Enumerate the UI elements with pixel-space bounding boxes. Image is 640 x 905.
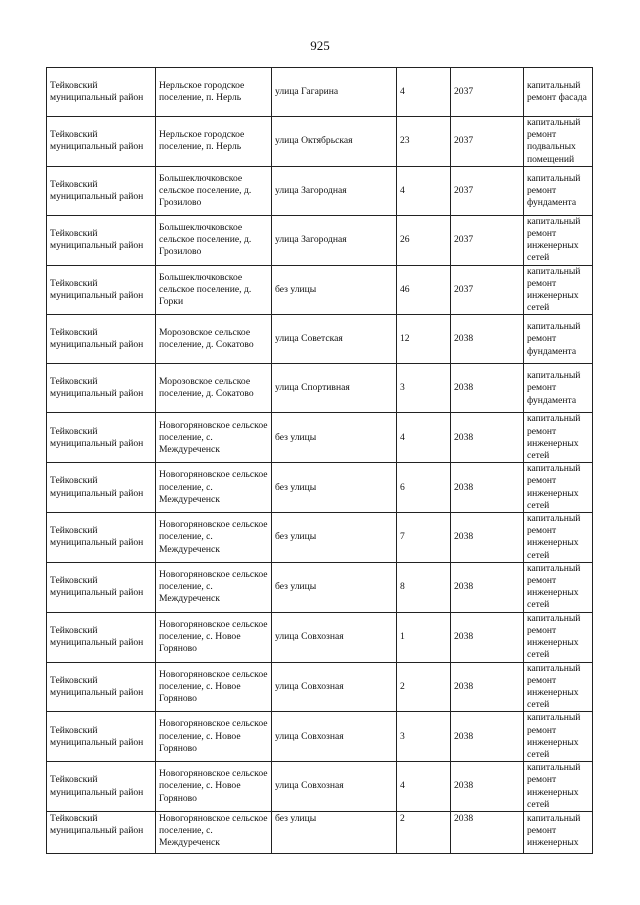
street-cell: без улицы — [272, 811, 397, 853]
street-cell: улица Советская — [272, 315, 397, 364]
house-number-cell: 26 — [397, 215, 451, 265]
street-cell: улица Гагарина — [272, 68, 397, 117]
district-cell: Тейковский муниципальный район — [47, 513, 156, 563]
settlement-cell: Новогоряновское сельское поселение, с. Междуреченск — [156, 811, 272, 853]
settlement-cell: Новогоряновское сельское поселение, с. Междуреченск — [156, 413, 272, 463]
work-type-cell: капитальный ремонт фундамента — [524, 166, 593, 215]
year-cell: 2038 — [451, 562, 524, 612]
year-cell: 2038 — [451, 364, 524, 413]
settlement-cell: Новогоряновское сельское поселение, с. Новое Горяново — [156, 712, 272, 762]
year-cell: 2038 — [451, 811, 524, 853]
street-cell: улица Октябрьская — [272, 117, 397, 167]
work-type-cell: капитальный ремонт инженерных сетей — [524, 662, 593, 712]
year-cell: 2038 — [451, 513, 524, 563]
district-cell: Тейковский муниципальный район — [47, 166, 156, 215]
district-cell: Тейковский муниципальный район — [47, 413, 156, 463]
table-row — [47, 562, 593, 612]
street-cell: улица Загородная — [272, 166, 397, 215]
house-number-cell: 8 — [397, 562, 451, 612]
table-row — [47, 265, 593, 315]
house-number-cell: 2 — [397, 811, 451, 853]
settlement-cell: Новогоряновское сельское поселение, с. Междуреченск — [156, 513, 272, 563]
street-cell: улица Совхозная — [272, 712, 397, 762]
work-type-cell: капитальный ремонт фасада — [524, 68, 593, 117]
work-type-cell: капитальный ремонт инженерных сетей — [524, 712, 593, 762]
district-cell: Тейковский муниципальный район — [47, 215, 156, 265]
table-row — [47, 413, 593, 463]
table-row — [47, 166, 593, 215]
street-cell: без улицы — [272, 562, 397, 612]
year-cell: 2037 — [451, 117, 524, 167]
table-row — [47, 612, 593, 662]
district-cell: Тейковский муниципальный район — [47, 364, 156, 413]
settlement-cell: Новогоряновское сельское поселение, с. Междуреченск — [156, 562, 272, 612]
table-row — [47, 712, 593, 762]
house-number-cell: 3 — [397, 712, 451, 762]
registry-table-body — [47, 68, 593, 854]
street-cell: без улицы — [272, 413, 397, 463]
work-type-cell: капитальный ремонт инженерных — [524, 811, 593, 853]
table-row — [47, 513, 593, 563]
year-cell: 2038 — [451, 413, 524, 463]
settlement-cell: Большеключковское сельское поселение, д. Грозилово — [156, 215, 272, 265]
work-type-cell: капитальный ремонт инженерных сетей — [524, 463, 593, 513]
year-cell: 2038 — [451, 463, 524, 513]
year-cell: 2038 — [451, 662, 524, 712]
street-cell: улица Загородная — [272, 215, 397, 265]
house-number-cell: 46 — [397, 265, 451, 315]
settlement-cell: Большеключковское сельское поселение, д. Грозилово — [156, 166, 272, 215]
district-cell: Тейковский муниципальный район — [47, 612, 156, 662]
street-cell: улица Совхозная — [272, 762, 397, 812]
work-type-cell: капитальный ремонт инженерных сетей — [524, 215, 593, 265]
table-row — [47, 215, 593, 265]
district-cell: Тейковский муниципальный район — [47, 562, 156, 612]
house-number-cell: 4 — [397, 413, 451, 463]
house-number-cell: 3 — [397, 364, 451, 413]
settlement-cell: Новогоряновское сельское поселение, с. Новое Горяново — [156, 662, 272, 712]
year-cell: 2038 — [451, 612, 524, 662]
work-type-cell: капитальный ремонт инженерных сетей — [524, 413, 593, 463]
house-number-cell: 23 — [397, 117, 451, 167]
house-number-cell: 4 — [397, 166, 451, 215]
district-cell: Тейковский муниципальный район — [47, 68, 156, 117]
work-type-cell: капитальный ремонт подвальных помещений — [524, 117, 593, 167]
district-cell: Тейковский муниципальный район — [47, 712, 156, 762]
settlement-cell: Большеключковское сельское поселение, д. Горки — [156, 265, 272, 315]
street-cell: улица Совхозная — [272, 612, 397, 662]
district-cell: Тейковский муниципальный район — [47, 662, 156, 712]
house-number-cell: 12 — [397, 315, 451, 364]
table-row — [47, 68, 593, 117]
house-number-cell: 1 — [397, 612, 451, 662]
year-cell: 2037 — [451, 265, 524, 315]
street-cell: улица Совхозная — [272, 662, 397, 712]
house-number-cell: 6 — [397, 463, 451, 513]
work-type-cell: капитальный ремонт инженерных сетей — [524, 265, 593, 315]
street-cell: улица Спортивная — [272, 364, 397, 413]
district-cell: Тейковский муниципальный район — [47, 811, 156, 853]
house-number-cell: 4 — [397, 68, 451, 117]
table-row — [47, 662, 593, 712]
year-cell: 2038 — [451, 762, 524, 812]
district-cell: Тейковский муниципальный район — [47, 265, 156, 315]
settlement-cell: Нерльское городское поселение, п. Нерль — [156, 117, 272, 167]
settlement-cell: Морозовское сельское поселение, д. Сокатово — [156, 364, 272, 413]
district-cell: Тейковский муниципальный район — [47, 463, 156, 513]
house-number-cell: 7 — [397, 513, 451, 563]
work-type-cell: капитальный ремонт фундамента — [524, 364, 593, 413]
district-cell: Тейковский муниципальный район — [47, 117, 156, 167]
year-cell: 2038 — [451, 315, 524, 364]
table-row — [47, 762, 593, 812]
table-row — [47, 811, 593, 853]
street-cell: без улицы — [272, 513, 397, 563]
work-type-cell: капитальный ремонт инженерных сетей — [524, 612, 593, 662]
house-number-cell: 2 — [397, 662, 451, 712]
house-number-cell: 4 — [397, 762, 451, 812]
table-row — [47, 117, 593, 167]
street-cell: без улицы — [272, 463, 397, 513]
page-number: 925 — [310, 38, 330, 53]
year-cell: 2037 — [451, 215, 524, 265]
settlement-cell: Нерльское городское поселение, п. Нерль — [156, 68, 272, 117]
work-type-cell: капитальный ремонт инженерных сетей — [524, 513, 593, 563]
settlement-cell: Новогоряновское сельское поселение, с. Новое Горяново — [156, 612, 272, 662]
district-cell: Тейковский муниципальный район — [47, 762, 156, 812]
year-cell: 2037 — [451, 166, 524, 215]
work-type-cell: капитальный ремонт фундамента — [524, 315, 593, 364]
year-cell: 2038 — [451, 712, 524, 762]
settlement-cell: Новогоряновское сельское поселение, с. Междуреченск — [156, 463, 272, 513]
work-type-cell: капитальный ремонт инженерных сетей — [524, 762, 593, 812]
settlement-cell: Морозовское сельское поселение, д. Сокатово — [156, 315, 272, 364]
settlement-cell: Новогоряновское сельское поселение, с. Новое Горяново — [156, 762, 272, 812]
table-row — [47, 463, 593, 513]
year-cell: 2037 — [451, 68, 524, 117]
table-row — [47, 315, 593, 364]
district-cell: Тейковский муниципальный район — [47, 315, 156, 364]
table-row — [47, 364, 593, 413]
registry-table — [46, 67, 593, 854]
street-cell: без улицы — [272, 265, 397, 315]
work-type-cell: капитальный ремонт инженерных сетей — [524, 562, 593, 612]
